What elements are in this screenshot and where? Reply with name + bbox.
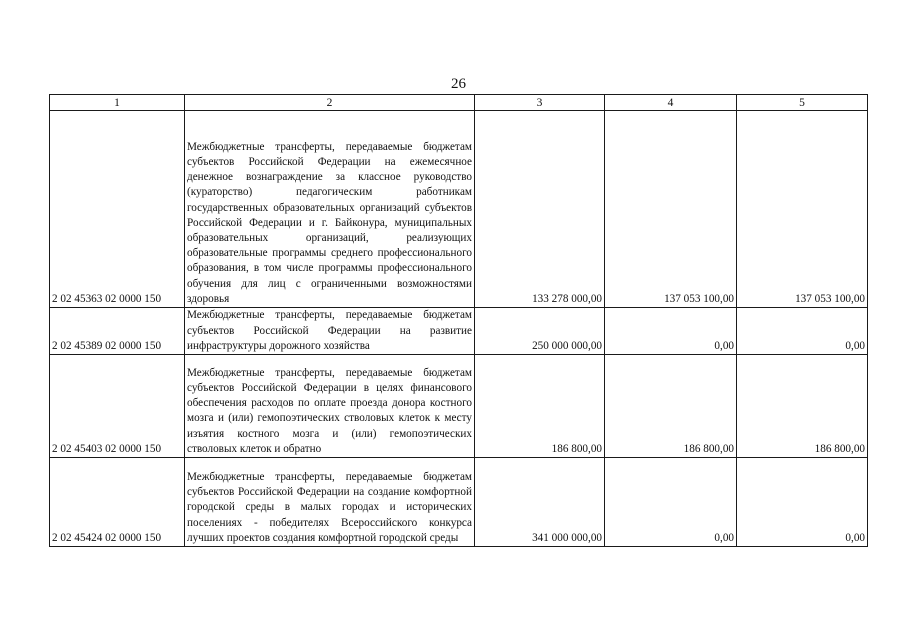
budget-code-cell: 2 02 45403 02 0000 150 xyxy=(50,355,185,458)
amount-col3-cell: 250 000 000,00 xyxy=(475,308,605,355)
amount-col3-cell: 186 800,00 xyxy=(475,355,605,458)
amount-col4-cell: 186 800,00 xyxy=(605,355,737,458)
budget-table xyxy=(49,94,868,547)
column-header-2: 2 xyxy=(185,95,475,111)
amount-col5-cell: 0,00 xyxy=(737,458,868,547)
amount-col5-cell: 137 053 100,00 xyxy=(737,111,868,308)
amount-col3-cell: 133 278 000,00 xyxy=(475,111,605,308)
table-header-row xyxy=(50,95,868,111)
description-cell: Межбюджетные трансферты, передаваемые бюджетам субъектов Российской Федерации на ежемесячное денежное вознаграждение за классное руководство (кураторство) педагогическим работникам государственных образовательных организаций субъектов Российской Федерации и г. Байконура, муниципальных образовательных организаций, реализующих образовательные программы среднего профессионального образования, в том числе программы профессионального обучения для лиц с ограниченными возможностями здоровья xyxy=(185,111,475,308)
column-header-3: 3 xyxy=(475,95,605,111)
budget-code-cell: 2 02 45389 02 0000 150 xyxy=(50,308,185,355)
description-cell: Межбюджетные трансферты, передаваемые бюджетам субъектов Российской Федерации на создание комфортной городской среды в малых городах и исторических поселениях - победителях Всероссийского конкурса лучших проектов создания комфортной городской среды xyxy=(185,458,475,547)
table-row xyxy=(50,308,868,355)
amount-col4-cell: 0,00 xyxy=(605,458,737,547)
amount-col4-cell: 0,00 xyxy=(605,308,737,355)
column-header-5: 5 xyxy=(737,95,868,111)
column-header-4: 4 xyxy=(605,95,737,111)
budget-code-cell: 2 02 45363 02 0000 150 xyxy=(50,111,185,308)
amount-col5-cell: 186 800,00 xyxy=(737,355,868,458)
description-cell: Межбюджетные трансферты, передаваемые бюджетам субъектов Российской Федерации в целях финансового обеспечения расходов по оплате проезда донора костного мозга и (или) гемопоэтических стволовых клеток к месту изъятия костного мозга и (или) гемопоэтических стволовых клеток и обратно xyxy=(185,355,475,458)
page-number: 26 xyxy=(451,76,466,92)
table-row xyxy=(50,458,868,547)
column-header-1: 1 xyxy=(50,95,185,111)
table-row xyxy=(50,111,868,308)
amount-col5-cell: 0,00 xyxy=(737,308,868,355)
description-cell: Межбюджетные трансферты, передаваемые бюджетам субъектов Российской Федерации на развитие инфраструктуры дорожного хозяйства xyxy=(185,308,475,355)
table-row xyxy=(50,355,868,458)
amount-col4-cell: 137 053 100,00 xyxy=(605,111,737,308)
budget-code-cell: 2 02 45424 02 0000 150 xyxy=(50,458,185,547)
amount-col3-cell: 341 000 000,00 xyxy=(475,458,605,547)
